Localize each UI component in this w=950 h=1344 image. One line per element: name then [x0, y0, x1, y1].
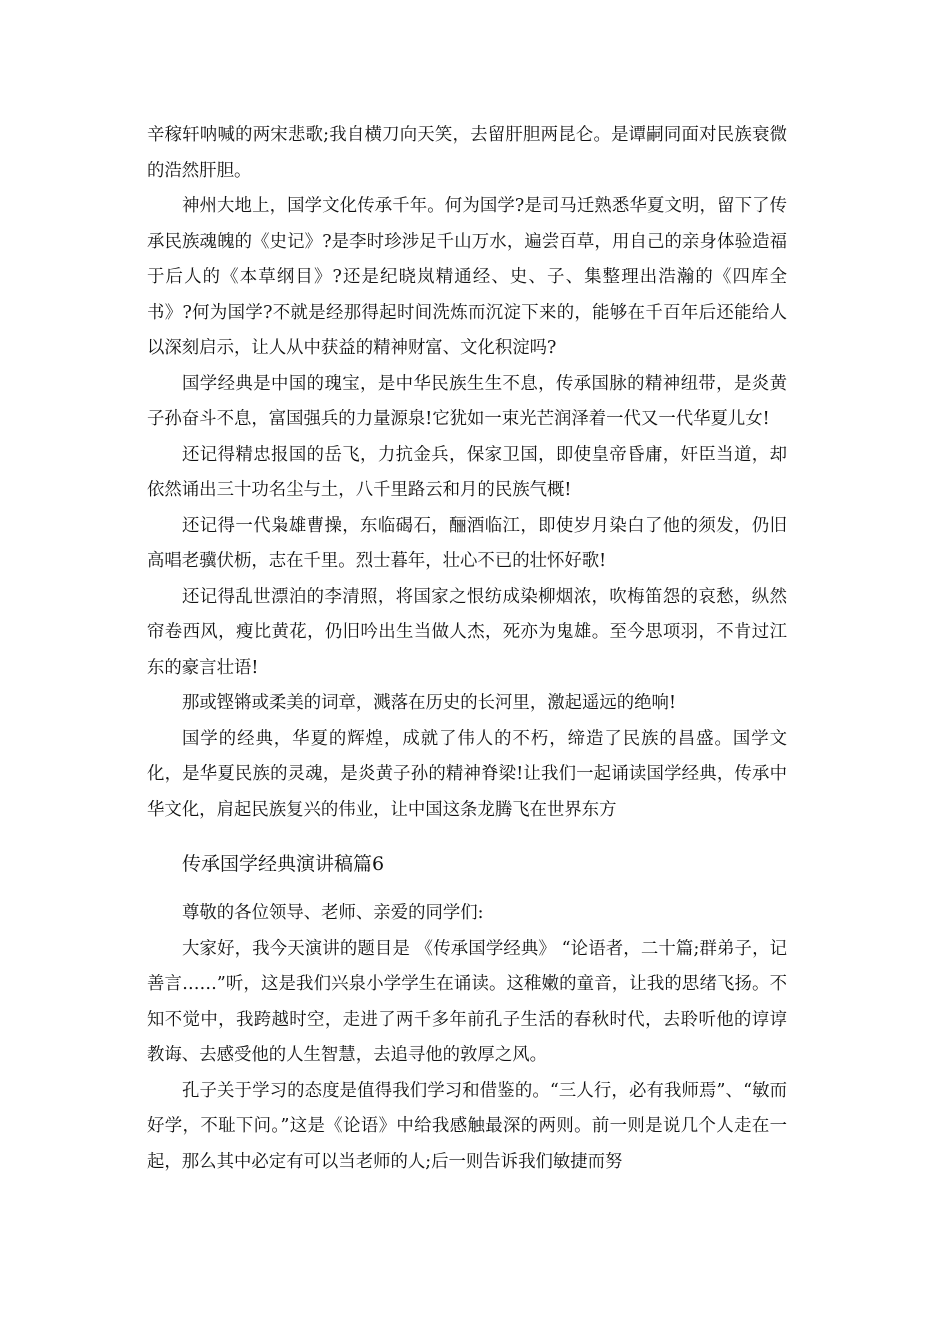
document-body: [147, 118, 787, 1180]
paragraph-conclusion: 国学的经典，华夏的辉煌，成就了伟人的不朽，缔造了民族的昌盛。国学文化，是华夏民族的灵魂，是炎黄子孙的精神脊梁!让我们一起诵读国学经典，传承中华文化，肩起民族复兴的伟业，让中国这条龙腾飞在世界东方: [147, 728, 787, 820]
paragraph-guoxue-treasure: 国学经典是中国的瑰宝，是中华民族生生不息，传承国脉的精神纽带，是炎黄子孙奋斗不息，富国强兵的力量源泉!它犹如一束光芒润泽着一代又一代华夏儿女!: [147, 373, 787, 429]
paragraph-continuation: 辛稼轩呐喊的两宋悲歌;我自横刀向天笑，去留肝胆两昆仑。是谭嗣同面对民族衰微的浩然肝胆。: [147, 125, 787, 181]
paragraph-li-qingzhao: 还记得乱世漂泊的李清照，将国家之恨纺成染柳烟浓，吹梅笛怨的哀愁，纵然帘卷西风，瘦比黄花，仍旧吟出生当做人杰，死亦为鬼雄。至今思项羽，不肯过江东的豪言壮语!: [147, 586, 787, 678]
paragraph-speech-intro: 大家好，我今天演讲的题目是 《传承国学经典》 “论语者，二十篇;群弟子，记善言……”听，这是我们兴泉小学学生在诵读。这稚嫩的童音，让我的思绪飞扬。不知不觉中，我跨越时空，走进了两千多年前孔子生活的春秋时代，去聆听他的谆谆教诲、去感受他的人生智慧，去追寻他的敦厚之风。: [147, 938, 787, 1065]
paragraph-greeting: 尊敬的各位领导、老师、亲爱的同学们:: [182, 903, 484, 923]
paragraph-guoxue-definition: 神州大地上，国学文化传承千年。何为国学?是司马迁熟悉华夏文明，留下了传承民族魂魄的《史记》?是李时珍涉足千山万水，遍尝百草，用自己的亲身体验造福于后人的《本草纲目》?还是纪晓岚精通经、史、子、集整理出浩瀚的《四库全书》?何为国学?不就是经那得起时间洗炼而沉淀下来的，能够在千百年后还能给人以深刻启示，让人从中获益的精神财富、文化积淀吗?: [147, 196, 787, 358]
section-heading: 传承国学经典演讲稿篇6: [182, 853, 385, 875]
paragraph-echo: 那或铿锵或柔美的词章，溅落在历史的长河里，激起遥远的绝响!: [182, 693, 676, 713]
paragraph-confucius-learning: 孔子关于学习的态度是值得我们学习和借鉴的。“三人行，必有我师焉”、“敏而好学，不耻下问。”这是《论语》中给我感触最深的两则。前一则是说几个人走在一起，那么其中必定有可以当老师的人;后一则告诉我们敏捷而努: [147, 1080, 787, 1172]
paragraph-yue-fei: 还记得精忠报国的岳飞，力抗金兵，保家卫国，即使皇帝昏庸，奸臣当道，却依然诵出三十功名尘与土，八千里路云和月的民族气概!: [147, 444, 787, 500]
paragraph-cao-cao: 还记得一代枭雄曹操，东临碣石，酾酒临江，即使岁月染白了他的须发，仍旧高唱老骥伏枥，志在千里。烈士暮年，壮心不已的壮怀好歌!: [147, 515, 787, 571]
